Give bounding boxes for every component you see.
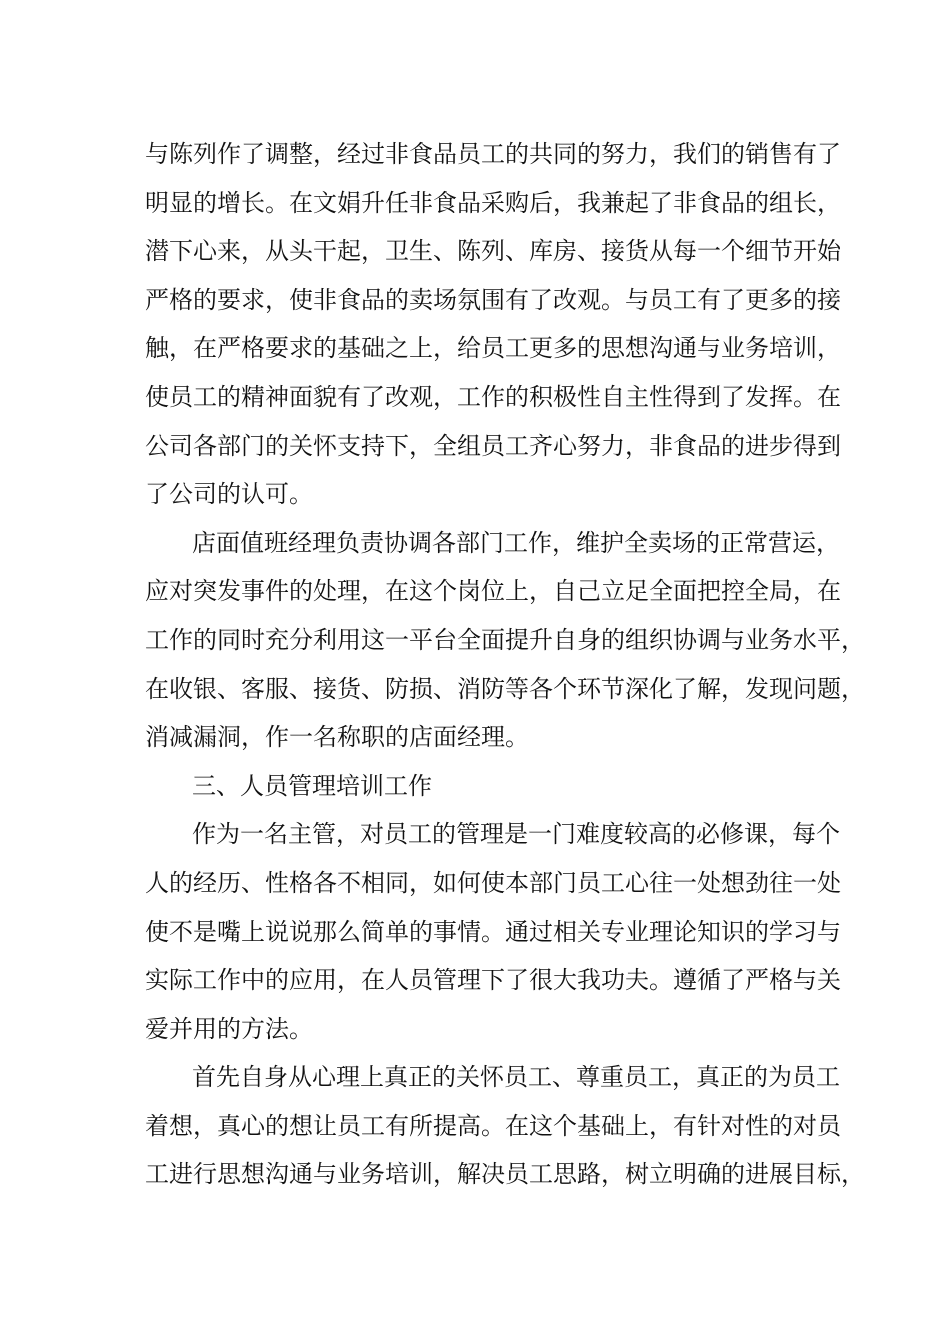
text-line: 工作的同时充分利用这一平台全面提升自身的组织协调与业务水平， [145,625,865,654]
text-line: 着想，真心的想让员工有所提高。在这个基础上，有针对性的对员 [145,1111,841,1140]
text-line: 实际工作中的应用，在人员管理下了很大我功夫。遵循了严格与关 [145,966,841,995]
document-body [145,130,865,1199]
text-line: 严格的要求，使非食品的卖场氛围有了改观。与员工有了更多的接 [145,285,841,314]
text-line: 首先自身从心理上真正的关怀员工、尊重员工，真正的为员工 [192,1063,840,1092]
text-line: 与陈列作了调整，经过非食品员工的共同的努力，我们的销售有了 [145,140,841,168]
text-line: 了公司的认可。 [145,480,313,509]
text-line: 触，在严格要求的基础之上，给员工更多的思想沟通与业务培训， [145,334,841,363]
text-line: 店面值班经理负责协调各部门工作，维护全卖场的正常营运， [192,528,840,557]
text-line: 使员工的精神面貌有了改观，工作的积极性自主性得到了发挥。在 [145,382,841,411]
text-line: 明显的增长。在文娟升任非食品采购后，我兼起了非食品的组长， [145,188,841,217]
text-line: 潜下心来，从头干起，卫生、陈列、库房、接货从每一个细节开始 [145,237,841,266]
text-line: 使不是嘴上说说那么简单的事情。通过相关专业理论知识的学习与 [145,917,841,946]
text-line: 工进行思想沟通与业务培训，解决员工思路，树立明确的进展目标， [145,1160,865,1189]
text-line: 公司各部门的关怀支持下，全组员工齐心努力，非食品的进步得到 [145,431,841,460]
text-line: 应对突发事件的处理，在这个岗位上，自己立足全面把控全局，在 [145,577,841,606]
text-line: 人的经历、性格各不相同，如何使本部门员工心往一处想劲往一处 [145,868,841,897]
text-line: 在收银、客服、接货、防损、消防等各个环节深化了解，发现问题， [145,674,865,703]
section-heading: 三、人员管理培训工作 [192,771,432,800]
text-line: 作为一名主管，对员工的管理是一门难度较高的必修课，每个 [192,820,840,849]
text-line: 爱并用的方法。 [145,1014,313,1043]
text-line: 消减漏洞，作一名称职的店面经理。 [145,723,529,752]
